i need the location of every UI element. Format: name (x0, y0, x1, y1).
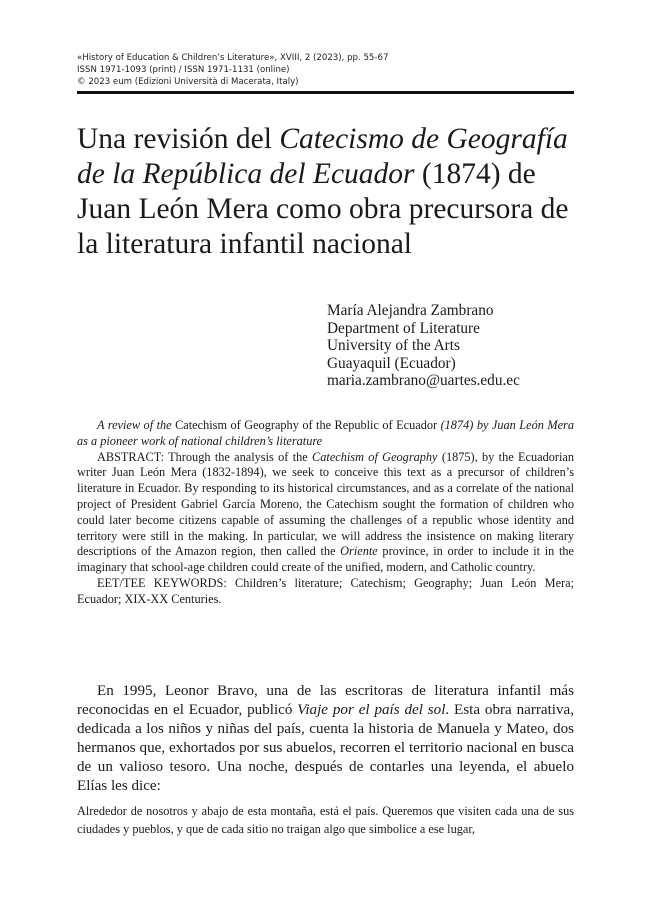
author-email[interactable]: maria.zambrano@uartes.edu.ec (327, 372, 520, 390)
english-title-italic-2: (1874) by Juan León Mera as a pioneer work of national children’s literature (77, 418, 574, 448)
block-quote (77, 802, 574, 838)
title-text-1: Una revisión del (77, 123, 280, 155)
journal-citation: «History of Education & Children’s Literature», XVIII, 2 (2023), pp. 55-67 (77, 53, 389, 63)
body-text (77, 682, 574, 797)
abstract-italic-1: Catechism of Geography (312, 449, 438, 464)
body-text-1: En 1995, Leonor Bravo, una de las escritoras de literatura infantil más reconocidas en el Ecuador, publicó (77, 683, 574, 719)
title-italic-work: Catecismo de Geografía de la República del Ecuador (77, 123, 568, 190)
journal-header (77, 52, 577, 88)
author-name: María Alejandra Zambrano (327, 302, 494, 319)
quote-text: Alrededor de nosotros y abajo de esta montaña, está el país. Queremos que visiten cada una de sus ciudades y pueblos, y que de cada sitio no traigan algo que simbolice a ese lugar, (77, 804, 574, 836)
body-paragraph-1 (77, 682, 574, 797)
author-department: Department of Literature (327, 319, 480, 337)
body-text-2: . Esta obra narrativa, dedicada a los niños y niñas del país, cuenta la historia de Manuela y Mateo, dos hermanos que, exhortados por sus abuelos, recorren el territorio nacional en busca de un valioso tesoro. Una noche, después de contarles una leyenda, el abuelo Elías les dice: (77, 702, 574, 795)
copyright-line: © 2023 eum (Edizioni Università di Macerata, Italy) (77, 77, 299, 87)
abstract-text-1: ABSTRACT: Through the analysis of the (97, 449, 313, 464)
author-location: Guayaquil (Ecuador) (327, 354, 456, 372)
issn-line: ISSN 1971-1093 (print) / ISSN 1971-1131 (online) (77, 65, 290, 75)
author-block (327, 302, 587, 390)
english-title-roman: Catechism of Geography of the Republic of Ecuador (175, 418, 438, 432)
abstract-text (77, 450, 574, 576)
english-title (77, 418, 574, 450)
abstract-text-3: province, in order to include it in the imaginary that school-age children could create of the unified, modern, and Catholic country. (77, 544, 574, 575)
author-university: University of the Arts (327, 337, 460, 355)
header-rule (77, 91, 574, 94)
english-title-italic-1: A review of the (97, 418, 176, 432)
body-italic-work: Viaje por el país del sol (297, 702, 446, 719)
keywords: EET/TEE KEYWORDS: Children’s literature; Catechism; Geography; Juan León Mera; Ecuador; XIX-XX Centuries. (77, 575, 574, 606)
title-text-2: (1874) de Juan León Mera como obra precursora de la literatura infantil nacional (77, 158, 569, 260)
article-title (77, 122, 587, 262)
abstract-italic-2: Oriente (340, 544, 378, 559)
abstract-section (77, 418, 574, 608)
abstract-text-2: (1875), by the Ecuadorian writer Juan León Mera (1832-1894), we seek to conceive this text as a precursor of children’s literature in Ecuador. By responding to its historical circumstances, and as a correlate of the national project of President Gabriel García Moreno, the Catechism sought the formation of children who could later become citizens capable of assuming the challenges of a republic whose identity and territory were still in the making. In particular, we will address the insistence on making literary descriptions of the Amazon region, then called the (77, 449, 575, 559)
